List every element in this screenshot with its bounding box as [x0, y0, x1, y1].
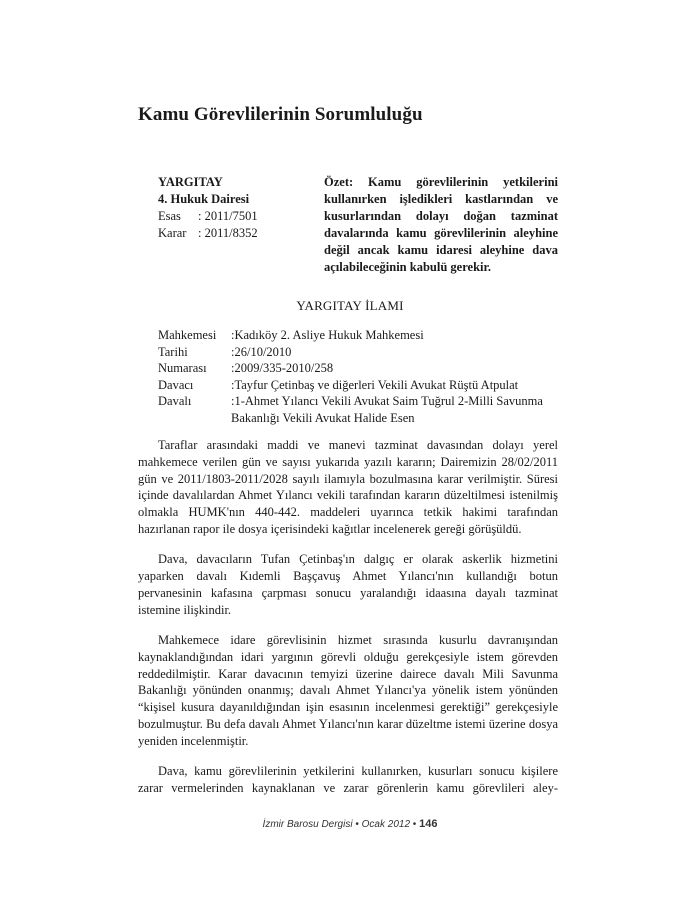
- meta-row: [158, 360, 558, 377]
- meta-row: [158, 344, 558, 361]
- body-paragraph: Dava, kamu görevlilerinin yetkilerini kullanırken, kusurları sonucu kişilere zarar vermelerinden kaynaklanan ve zarar görenlerin kamu görevlileri aley-: [138, 764, 558, 795]
- page-number: 146: [419, 818, 438, 830]
- footer-separator: •: [352, 819, 362, 830]
- meta-value: :2009/335-2010/258: [231, 361, 334, 375]
- meta-row: [158, 377, 558, 394]
- footer-journal: İzmir Barosu Dergisi: [262, 819, 353, 830]
- meta-value: :Kadıköy 2. Asliye Hukuk Mahkemesi: [231, 328, 424, 342]
- case-meta: [158, 327, 558, 426]
- case-summary: Özet: Kamu görevlilerinin yetkilerini kullanırken işledikleri kastlarından ve kusurlarından dolayı doğan tazminat davalarında kamu görevlilerinin aleyhine değil ancak kamu idaresi aleyhine dava açılabileceğinin kabulü gerekir.: [324, 175, 558, 274]
- meta-label: Tarihi: [158, 344, 188, 359]
- body-paragraph: Dava, davacıların Tufan Çetinbaş'ın dalgıç er olarak askerlik hizmetini yaparken davalı Kıdemli Başçavuş Ahmet Yılancı'nın kullandığı botun pervanesinin kafasına çarpması sonucu yaralandığı idaasına dayalı tazminat istemine ilişkindir.: [138, 552, 558, 617]
- meta-label: Davalı: [158, 394, 192, 408]
- court-chamber: 4. Hukuk Dairesi: [158, 192, 250, 206]
- body-text: [138, 437, 558, 797]
- body-paragraph: Taraflar arasındaki maddi ve manevi tazminat davasından dolayı yerel mahkemece verilen gün ve sayısı yukarıda yazılı kararın; Dairemizin 28/02/2011 gün ve 2011/1803-2011/2028 sayılı ilamıyla bozulmasına karar verilmiştir. Süresi içinde davalılardan Ahmet Yılancı vekili tarafından kararın düzeltilmesi istenilmiş olmakla HUMK'nın 440-442. maddeleri uyarınca tetkik hakimi tarafından hazırlanan rapor ile dosya içerisindeki kağıtlar incelenerek gereği görüşüldü.: [138, 438, 558, 536]
- section-heading: YARGITAY İLAMI: [296, 298, 404, 313]
- meta-value: :Tayfur Çetinbaş ve diğerleri Vekili Avukat Rüştü Atpulat: [231, 377, 519, 392]
- meta-row: [158, 327, 558, 344]
- body-paragraph: Mahkemece idare görevlisinin hizmet sırasında kusurlu davranışından kaynaklandığından idari yargının görevli olduğu gerekçesiyle istem görevden reddedilmiştir. Karar davacının temyizi üzerine dairece davalı Mili Savunma Bakanlığı yönünden onanmış; davalı Ahmet Yılancı'ya yönelik istem yönünden “kişisel kusura dayanıldığından işin esasının incelenmesi gerektiği” gerekçesiyle bozulmuştur. Bu defa davalı Ahmet Yılancı'nın karar düzeltme istemi üzerine dosya yeniden incelenmiştir.: [138, 632, 558, 748]
- footer-date: Ocak 2012: [361, 819, 411, 830]
- karar-value: : 2011/8352: [198, 226, 258, 240]
- meta-value: :1-Ahmet Yılancı Vekili Avukat Saim Tuğrul 2-Milli Savunma Bakanlığı Vekili Avukat Halide Esen: [231, 394, 543, 425]
- meta-value: :26/10/2010: [231, 344, 292, 359]
- meta-row: [158, 393, 558, 426]
- esas-row: [158, 208, 328, 225]
- page-footer: [0, 818, 700, 830]
- meta-label: Mahkemesi: [158, 328, 217, 342]
- meta-label: Davacı: [158, 377, 194, 392]
- esas-label: Esas: [158, 209, 181, 223]
- karar-label: Karar: [158, 226, 187, 240]
- footer-separator: •: [410, 819, 420, 830]
- karar-row: [158, 225, 328, 242]
- court-name: YARGITAY: [158, 175, 223, 189]
- meta-label: Numarası: [158, 361, 207, 375]
- esas-value: : 2011/7501: [198, 209, 258, 223]
- page-title: Kamu Görevlilerinin Sorumluluğu: [138, 104, 423, 125]
- court-info: [158, 174, 328, 242]
